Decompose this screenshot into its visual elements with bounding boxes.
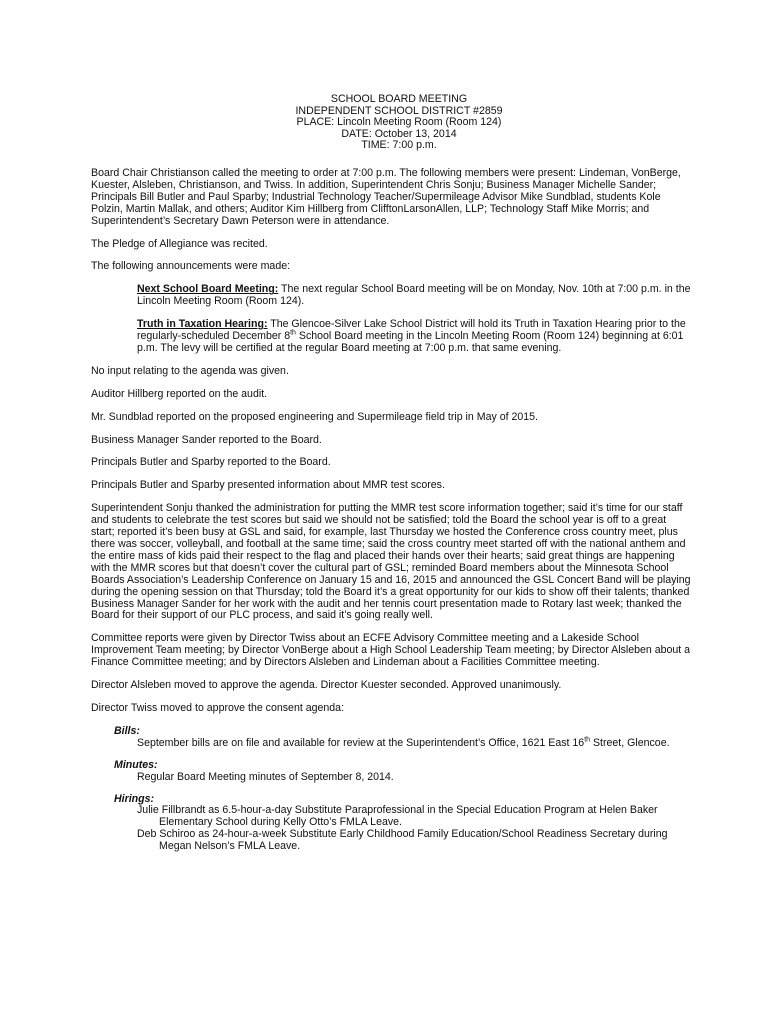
audit-paragraph: Auditor Hillberg reported on the audit. (91, 387, 268, 400)
minutes-section (91, 760, 691, 784)
superscript: th (584, 736, 591, 744)
bills-text: September bills are on file and available for review at the Superintendent’s Office, 1621 East 16 (137, 736, 585, 749)
bills-text: Street, Glencoe. (590, 736, 670, 749)
header-place: PLACE: Lincoln Meeting Room (Room 124) (296, 116, 502, 129)
announcement-text: The next regular School Board meeting will be on Monday, Nov. 10th at 7:00 p.m. in the Lincoln Meeting Room (Room 124). (137, 283, 691, 308)
agenda-motion-paragraph: Director Alsleben moved to approve the agenda. Director Kuester seconded. Approved unanimously. (91, 679, 562, 692)
hiring-item: Deb Schiroo as 24-hour-a-week Substitute Early Childhood Family Education/School Readiness Secretary during Megan Nelson’s FMLA Leave. (137, 828, 668, 853)
announcement-heading: Next School Board Meeting: (137, 283, 279, 296)
mmr-paragraph: Principals Butler and Sparby presented information about MMR test scores. (91, 479, 445, 492)
announcements-intro: The following announcements were made: (91, 260, 291, 273)
superintendent-paragraph: Superintendent Sonju thanked the administration for putting the MMR test score information together; said it’s time for our staff and students to celebrate the test scores but said we should not be satisfied; told the Board the school year is off to a great start; reported it’s been busy at GSL and said, for example, last Thursday we hosted the Conference cross country meet, plus there was soccer, volleyball, and football at the same time; said the cross country meet started off with the national anthem and the entire mass of kids paid their respect to the flag and placed their hands over their hearts; said great things are happening with the MMR scores but that doesn’t cover the cultural part of GSL; reminded Board members about the Minnesota School Boards Association’s Leadership Conference on January 15 and 16, 2015 and announced the GSL Concert Band will be playing during the opening session on that Thursday; told the Board it’s a great opportunity for our kids to show off their talents; thanked Business Manager Sander for her work with the audit and her tennis court presentation made to Rotary last week; thanked the Board for their support of our PLC process, and said it’s going really well. (91, 502, 691, 622)
principals-report-paragraph: Principals Butler and Sparby reported to the Board. (91, 456, 331, 469)
announcement-text: The Glencoe-Silver Lake School District will hold its Truth in Taxation Hearing prior to the regularly-scheduled December 8 (137, 318, 686, 343)
business-manager-paragraph: Business Manager Sander reported to the Board. (91, 433, 322, 446)
header-time: TIME: 7:00 p.m. (361, 139, 437, 152)
minutes-item: Regular Board Meeting minutes of September 8, 2014. (137, 770, 394, 783)
minutes-heading: Minutes: (114, 758, 158, 771)
bills-heading: Bills: (114, 724, 140, 737)
field-trip-paragraph: Mr. Sundblad reported on the proposed engineering and Supermileage field trip in May of 2015. (91, 410, 538, 423)
hiring-item: Julie Fillbrandt as 6.5-hour-a-day Substitute Paraprofessional in the Special Education Program at Helen Baker Elementary School during Kelly Otto’s FMLA Leave. (137, 804, 658, 829)
header-date: DATE: October 13, 2014 (341, 127, 457, 140)
agenda-input-paragraph: No input relating to the agenda was given. (91, 364, 289, 377)
announcement-text: School Board meeting in the Lincoln Meeting Room (Room 124) beginning at 6:01 p.m. The levy will be certified at the regular Board meeting at 7:00 p.m. that same evening. (137, 330, 684, 354)
document-page (91, 94, 691, 863)
committee-reports-paragraph: Committee reports were given by Director Twiss about an ECFE Advisory Committee meeting and a Lakeside School Improvement Team meeting; by Director VonBerge about a High School Leadership Team meeting; by Director Alsleben about a Finance Committee meeting; and by Directors Alsleben and Lindeman about a Facilities Committee meeting. (91, 632, 691, 669)
meeting-header (91, 94, 691, 152)
attendance-paragraph: Board Chair Christianson called the meeting to order at 7:00 p.m. The following members were present: Lindeman, VonBerge, Kuester, Alsleben, Christianson, and Twiss. In addition, Superintendent Chris Sonju; Business Manager Michelle Sander; Principals Bill Butler and Paul Sparby; Industrial Technology Teacher/Supermileage Advisor Mike Sundblad, students Kole Polzin, Martin Mallak, and others; Auditor Kim Hillberg from ClifftonLarsonAllen, LLP; Technology Staff Mike Morris; and Superintendent’s Secretary Dawn Peterson were in attendance. (91, 166, 681, 227)
hirings-heading: Hirings: (114, 792, 155, 805)
pledge-paragraph: The Pledge of Allegiance was recited. (91, 237, 268, 250)
superscript: th (290, 329, 296, 337)
announcement-heading: Truth in Taxation Hearing: (137, 318, 268, 331)
consent-agenda-paragraph: Director Twiss moved to approve the consent agenda: (91, 701, 345, 714)
announcement-next-meeting (137, 284, 691, 308)
header-title: SCHOOL BOARD MEETING (330, 93, 468, 105)
hirings-section (91, 794, 691, 854)
announcement-truth-in-taxation (137, 319, 691, 355)
bills-item (137, 738, 691, 750)
bills-section (91, 726, 691, 750)
header-district: INDEPENDENT SCHOOL DISTRICT #2859 (295, 104, 503, 117)
